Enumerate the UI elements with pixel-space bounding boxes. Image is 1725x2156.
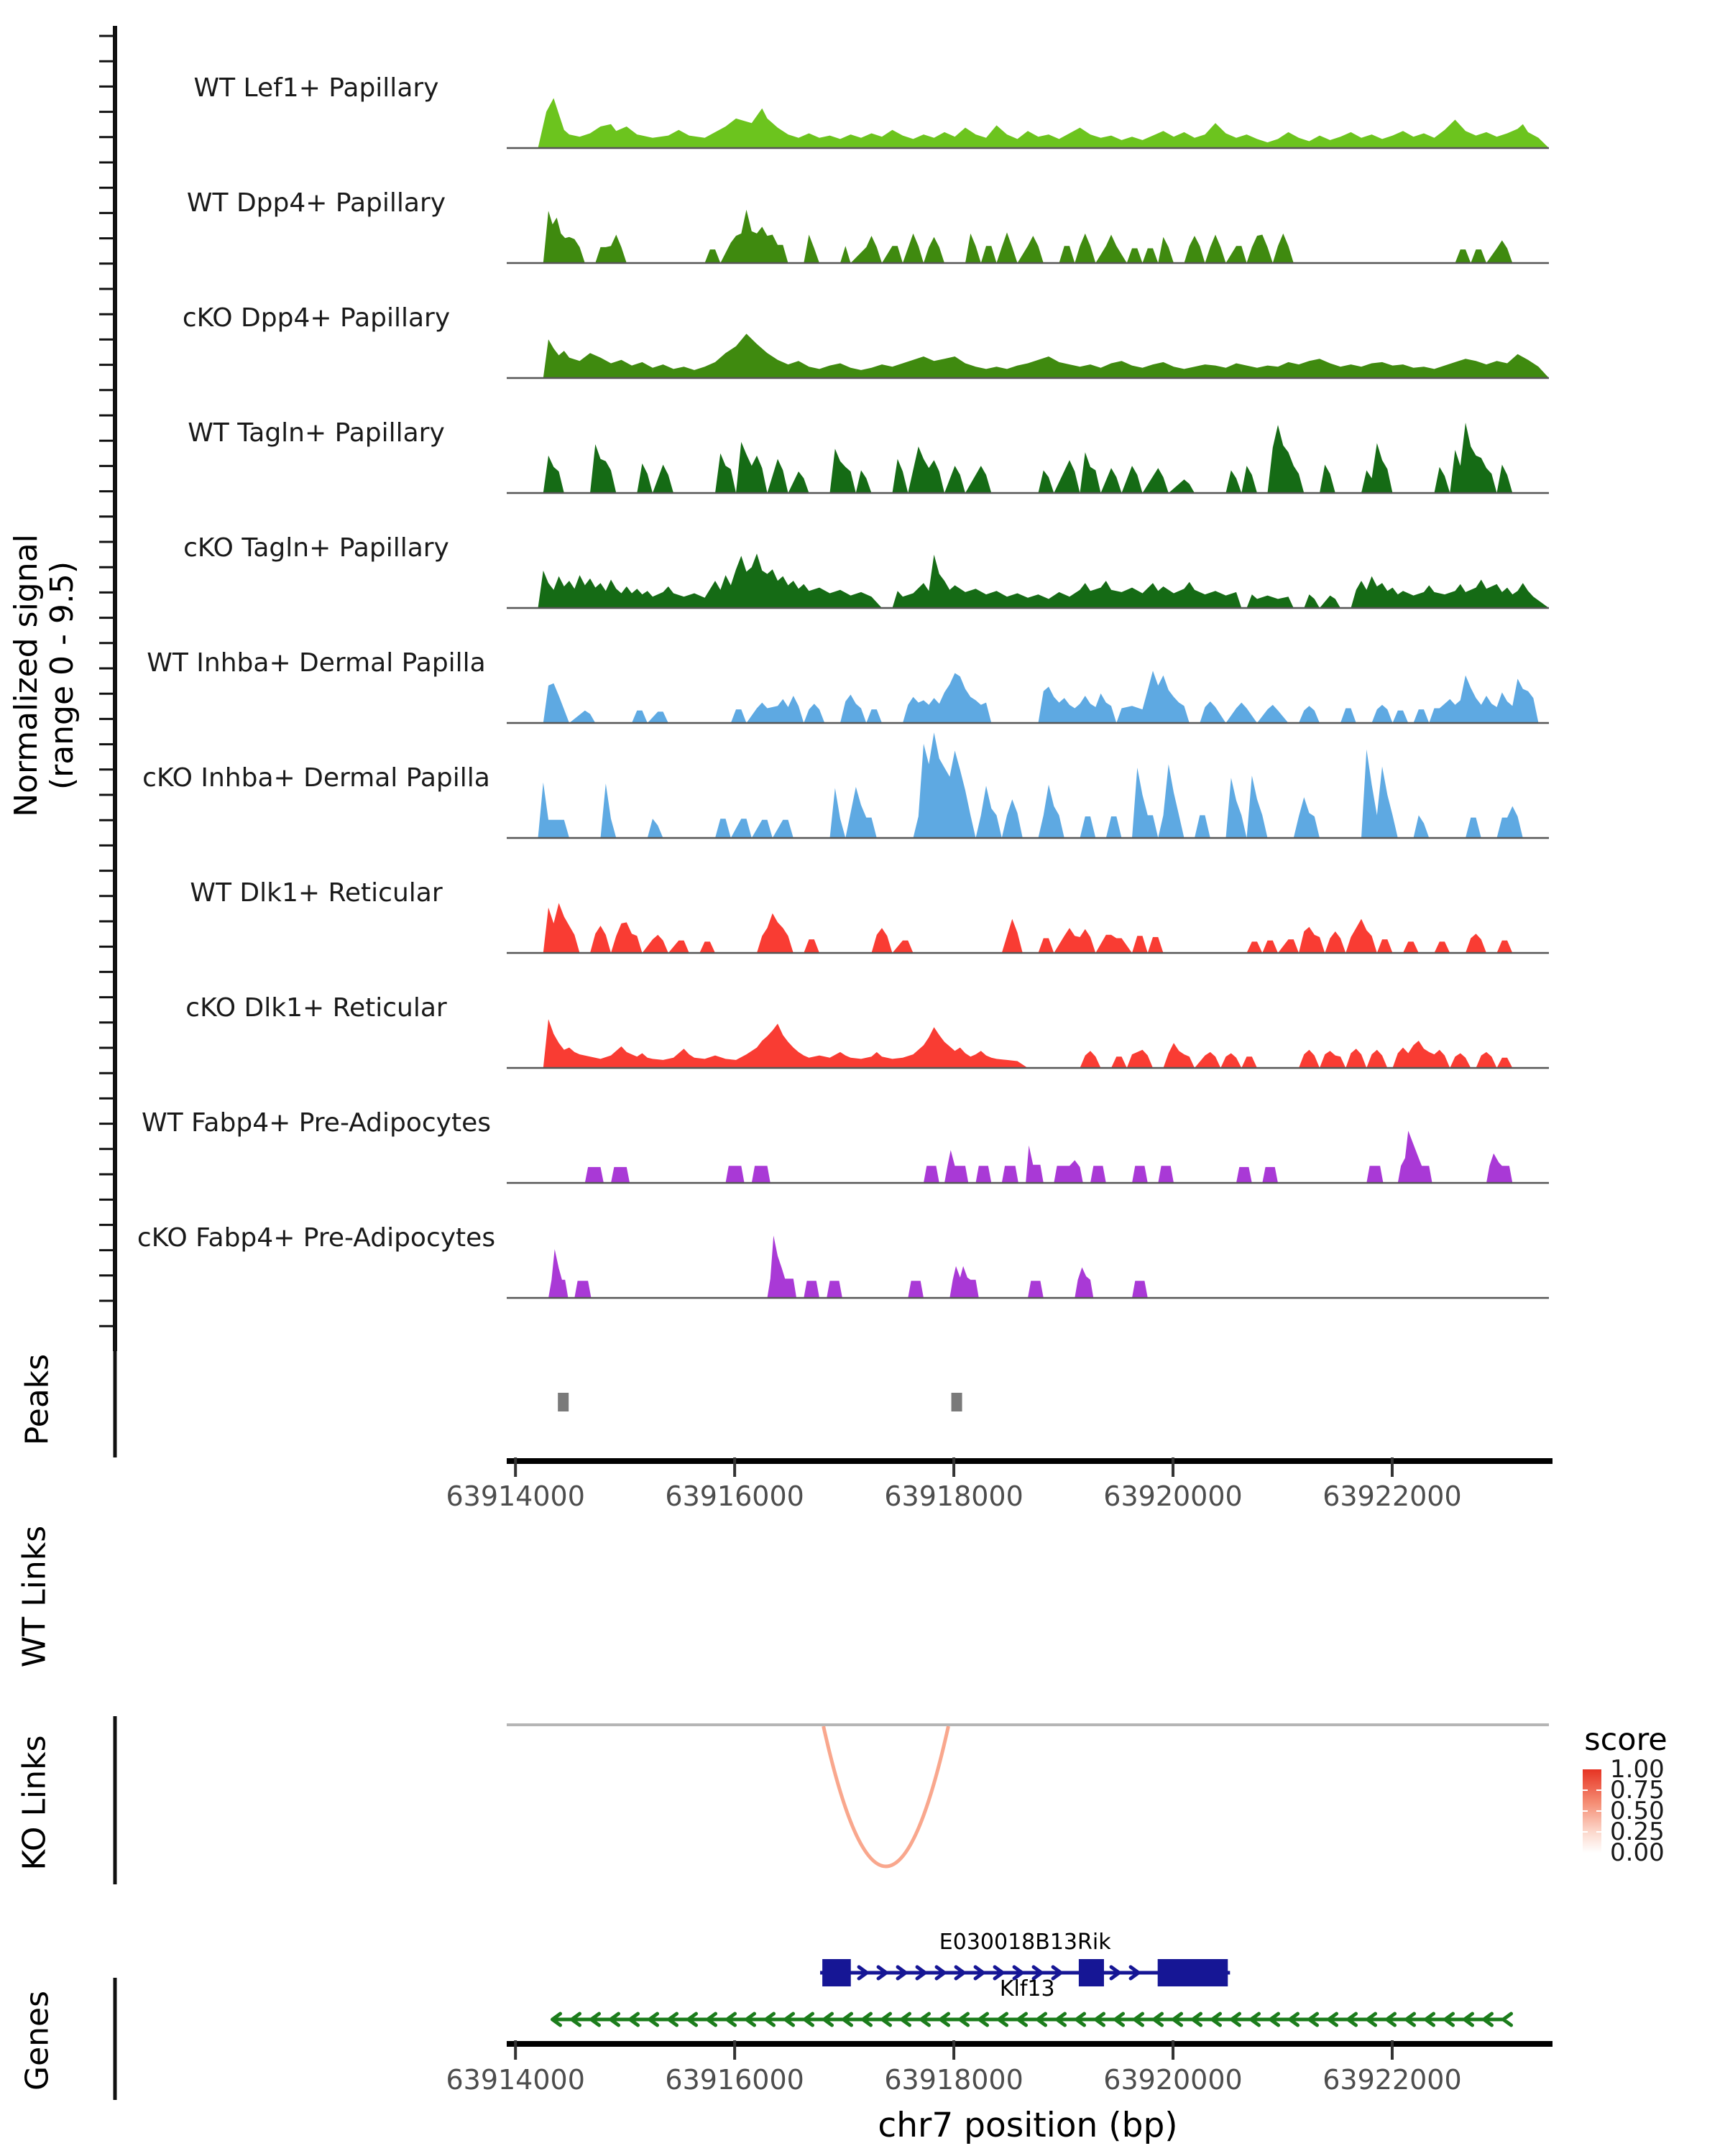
- signal-area-track-7: [507, 903, 1549, 954]
- section-label-wt-links: WT Links: [16, 1525, 53, 1668]
- score-legend-tick-label: 0.00: [1610, 1838, 1665, 1867]
- signal-area-track-3: [507, 423, 1549, 493]
- track-label-1: WT Dpp4+ Papillary: [186, 188, 446, 218]
- section-label-genes: Genes: [19, 1990, 56, 2091]
- signal-area-track-6: [507, 732, 1549, 838]
- signal-area-track-8: [507, 1019, 1549, 1068]
- genomic-tick-label: 63922000: [1322, 1480, 1462, 1512]
- signal-area-track-4: [507, 553, 1549, 608]
- track-label-4: cKO Tagln+ Papillary: [183, 533, 449, 563]
- signal-area-track-5: [507, 671, 1549, 723]
- signal-area-track-2: [507, 333, 1549, 378]
- gene-label-E030018B13Rik: E030018B13Rik: [939, 1930, 1111, 1955]
- score-legend-tick-label: 0.50: [1610, 1797, 1665, 1825]
- genomic-tick-label: 63918000: [884, 2064, 1024, 2096]
- track-label-9: WT Fabp4+ Pre-Adipocytes: [142, 1108, 491, 1138]
- section-label-peaks: Peaks: [19, 1353, 56, 1446]
- genomic-tick-label: 63922000: [1322, 2064, 1462, 2096]
- genomic-tick-label: 63916000: [665, 1480, 804, 1512]
- track-label-2: cKO Dpp4+ Papillary: [182, 303, 451, 333]
- gene-exon-E030018B13Rik-0: [822, 1959, 851, 1986]
- track-label-5: WT Inhba+ Dermal Papilla: [147, 648, 486, 678]
- genomic-tick-label: 63920000: [1103, 1480, 1243, 1512]
- peak-box-1: [952, 1393, 962, 1411]
- y-axis-label-line1: Normalized signal: [8, 534, 45, 817]
- signal-area-track-9: [507, 1130, 1549, 1183]
- y-axis-label: [9, 0, 80, 1358]
- gene-label-Klf13: Klf13: [999, 1976, 1055, 2001]
- genomic-tick-label: 63914000: [446, 1480, 585, 1512]
- genomic-tick-label: 63916000: [665, 2064, 804, 2096]
- score-legend-tick-label: 0.25: [1610, 1818, 1665, 1846]
- signal-area-track-1: [507, 210, 1549, 263]
- genomic-tick-label: 63914000: [446, 2064, 585, 2096]
- track-label-10: cKO Fabp4+ Pre-Adipocytes: [137, 1223, 496, 1253]
- section-label-ko-links: KO Links: [16, 1735, 53, 1871]
- track-label-0: WT Lef1+ Papillary: [193, 73, 439, 103]
- score-legend-tick-label: 1.00: [1610, 1755, 1665, 1784]
- ko-link-arc-0: [824, 1726, 949, 1866]
- genomic-tick-label: 63918000: [884, 1480, 1024, 1512]
- signal-area-track-0: [507, 98, 1549, 149]
- score-legend-tick-label: 0.75: [1610, 1776, 1665, 1805]
- y-axis-label-line2: (range 0 - 9.5): [44, 561, 80, 791]
- track-label-3: WT Tagln+ Papillary: [188, 418, 445, 448]
- signal-area-track-10: [507, 1235, 1549, 1298]
- peak-box-0: [558, 1393, 569, 1411]
- track-label-6: cKO Inhba+ Dermal Papilla: [142, 763, 490, 793]
- track-label-8: cKO Dlk1+ Reticular: [185, 993, 447, 1023]
- track-label-7: WT Dlk1+ Reticular: [190, 878, 443, 908]
- genomic-tick-label: 63920000: [1103, 2064, 1243, 2096]
- x-axis-title: chr7 position (bp): [878, 2106, 1178, 2145]
- score-legend-title: score: [1584, 1722, 1668, 1758]
